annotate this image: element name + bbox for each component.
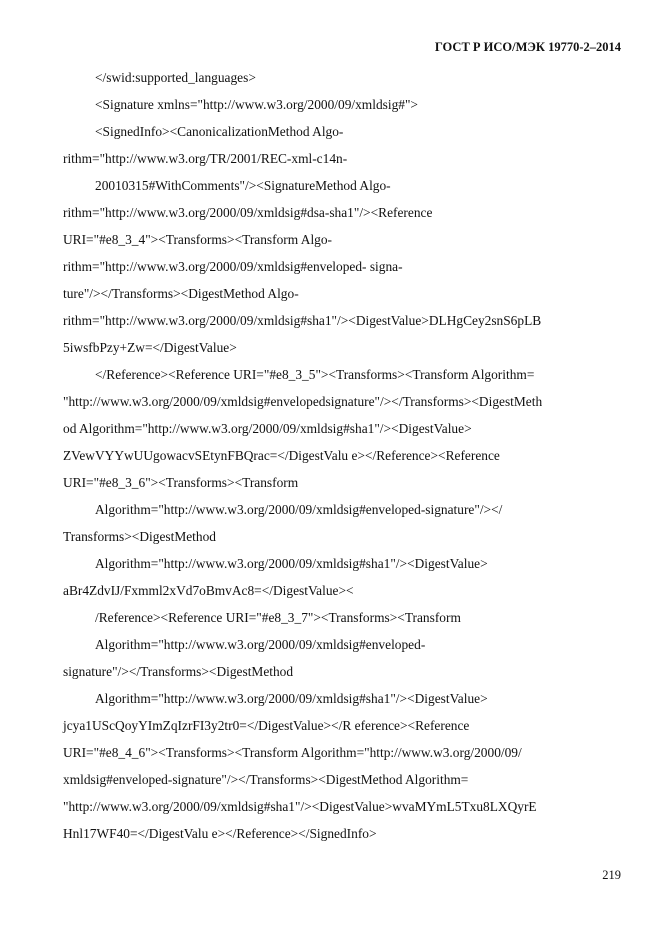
- code-line: od Algorithm="http://www.w3.org/2000/09/xmldsig#sha1"/><DigestValue>: [63, 421, 472, 436]
- code-line: Hnl17WF40=</DigestValu e></Reference></SignedInfo>: [63, 826, 377, 841]
- code-line: URI="#e8_3_6"><Transforms><Transform: [63, 475, 299, 490]
- code-line: signature"/></Transforms><DigestMethod: [63, 664, 294, 679]
- code-line: rithm="http://www.w3.org/2000/09/xmldsig#sha1"/><DigestValue>DLHgCey2snS6pLB: [63, 313, 542, 328]
- code-line: 20010315#WithComments"/><SignatureMethod Algo-: [95, 178, 391, 193]
- code-line: Transforms><DigestMethod: [63, 529, 216, 544]
- page-number: 219: [602, 868, 621, 882]
- code-line: xmldsig#enveloped-signature"/></Transforms><DigestMethod Algorithm=: [63, 772, 469, 787]
- code-line: <SignedInfo><CanonicalizationMethod Algo-: [95, 124, 344, 139]
- code-line: </swid:supported_languages>: [95, 70, 256, 85]
- code-line: ture"/></Transforms><DigestMethod Algo-: [63, 286, 299, 301]
- code-line: Algorithm="http://www.w3.org/2000/09/xmldsig#enveloped-: [95, 637, 426, 652]
- document-header: ГОСТ Р ИСО/МЭК 19770-2–2014: [434, 40, 621, 54]
- code-line: rithm="http://www.w3.org/TR/2001/REC-xml-c14n-: [63, 151, 348, 166]
- code-line: jcya1UScQoyYImZqIzrFI3y2tr0=</DigestValue></R eference><Reference: [63, 718, 470, 733]
- code-line: URI="#e8_4_6"><Transforms><Transform Algorithm="http://www.w3.org/2000/09/: [63, 745, 522, 760]
- code-line: aBr4ZdvIJ/Fxmml2xVd7oBmvAc8=</DigestValue><: [63, 583, 354, 598]
- code-line: "http://www.w3.org/2000/09/xmldsig#envelopedsignature"/></Transforms><DigestMeth: [63, 394, 543, 409]
- code-line: "http://www.w3.org/2000/09/xmldsig#sha1"/><DigestValue>wvaMYmL5Txu8LXQyrE: [63, 799, 537, 814]
- code-line: Algorithm="http://www.w3.org/2000/09/xmldsig#sha1"/><DigestValue>: [95, 691, 488, 706]
- code-line: </Reference><Reference URI="#e8_3_5"><Transforms><Transform Algorithm=: [95, 367, 535, 382]
- code-line: Algorithm="http://www.w3.org/2000/09/xmldsig#sha1"/><DigestValue>: [95, 556, 488, 571]
- code-line: rithm="http://www.w3.org/2000/09/xmldsig#dsa-sha1"/><Reference: [63, 205, 433, 220]
- code-line: <Signature xmlns="http://www.w3.org/2000/09/xmldsig#">: [95, 97, 418, 112]
- code-line: rithm="http://www.w3.org/2000/09/xmldsig#enveloped- signa-: [63, 259, 403, 274]
- code-line: 5iwsfbPzy+Zw=</DigestValue>: [63, 340, 237, 355]
- code-line: /Reference><Reference URI="#e8_3_7"><Transforms><Transform: [95, 610, 461, 625]
- code-line: Algorithm="http://www.w3.org/2000/09/xmldsig#enveloped-signature"/></: [95, 502, 503, 517]
- code-line: ZVewVYYwUUgowacvSEtynFBQrac=</DigestValu e></Reference><Reference: [63, 448, 500, 463]
- code-line: URI="#e8_3_4"><Transforms><Transform Algo-: [63, 232, 333, 247]
